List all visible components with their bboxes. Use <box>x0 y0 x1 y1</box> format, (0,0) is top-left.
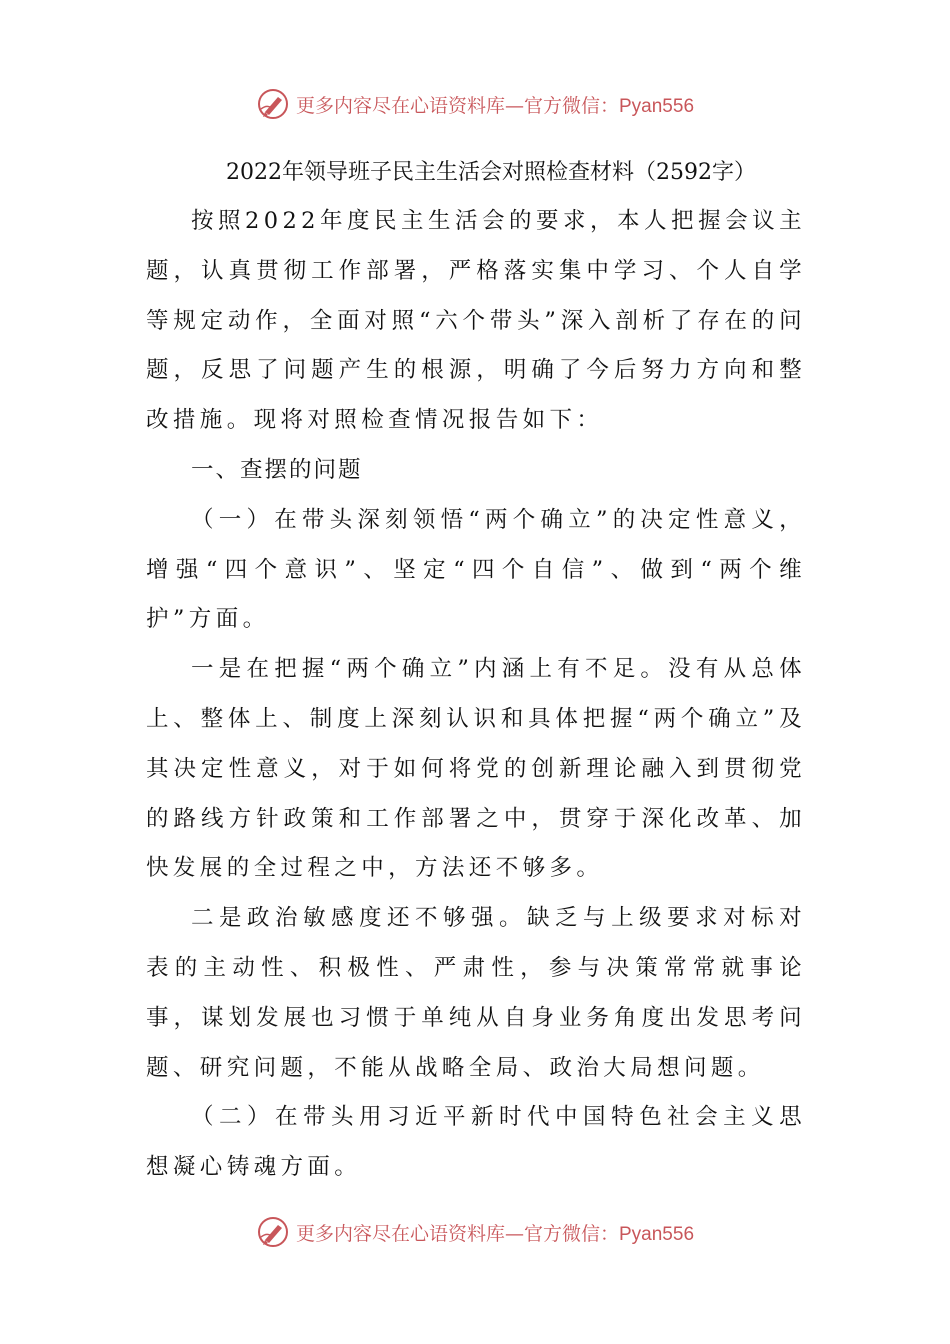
watermark-banner-top <box>0 84 950 124</box>
section-heading-1: 一、查摆的问题 <box>191 456 363 483</box>
point-paragraph-1: 一是在把握“两个确立”内涵上有不足。没有从总体上、整体上、制度上深刻认识和具体把握“两个确立”及其决定性意义，对于如何将党的创新理论融入到贯彻党的路线方针政策和工作部署之中，贯穿于深化改革、加快发展的全过程之中，方法还不够多。 <box>146 656 806 882</box>
intro-paragraph: 按照2022年度民主生活会的要求，本人把握会议主题，认真贯彻工作部署，严格落实集中学习、个人自学等规定动作，全面对照“六个带头”深入剖析了存在的问题，反思了问题产生的根源，明确了今后努力方向和整改措施。现将对照检查情况报告如下： <box>146 208 806 434</box>
watermark-text: 更多内容尽在心语资料库—官方微信：Pyan556 <box>295 1222 695 1245</box>
watermark-banner-bottom <box>0 1212 950 1252</box>
pen-logo-icon <box>256 87 290 121</box>
point-paragraph-2: 二是政治敏感度还不够强。缺乏与上级要求对标对表的主动性、积极性、严肃性，参与决策常常就事论事，谋划发展也习惯于单纯从自身业务角度出发思考问题、研究问题，不能从战略全局、政治大局想问题。 <box>146 905 806 1081</box>
pen-logo-icon <box>256 1215 290 1249</box>
document-body <box>146 148 806 1193</box>
watermark-text: 更多内容尽在心语资料库—官方微信：Pyan556 <box>295 94 695 117</box>
document-title: 2022年领导班子民主生活会对照检查材料（2592字） <box>226 160 756 185</box>
subsection-heading-1: （一）在带头深刻领悟“两个确立”的决定性意义，增强“四个意识”、坚定“四个自信”、做到“两个维护”方面。 <box>146 506 806 633</box>
subsection-heading-2: （二）在带头用习近平新时代中国特色社会主义思想凝心铸魂方面。 <box>146 1104 806 1181</box>
